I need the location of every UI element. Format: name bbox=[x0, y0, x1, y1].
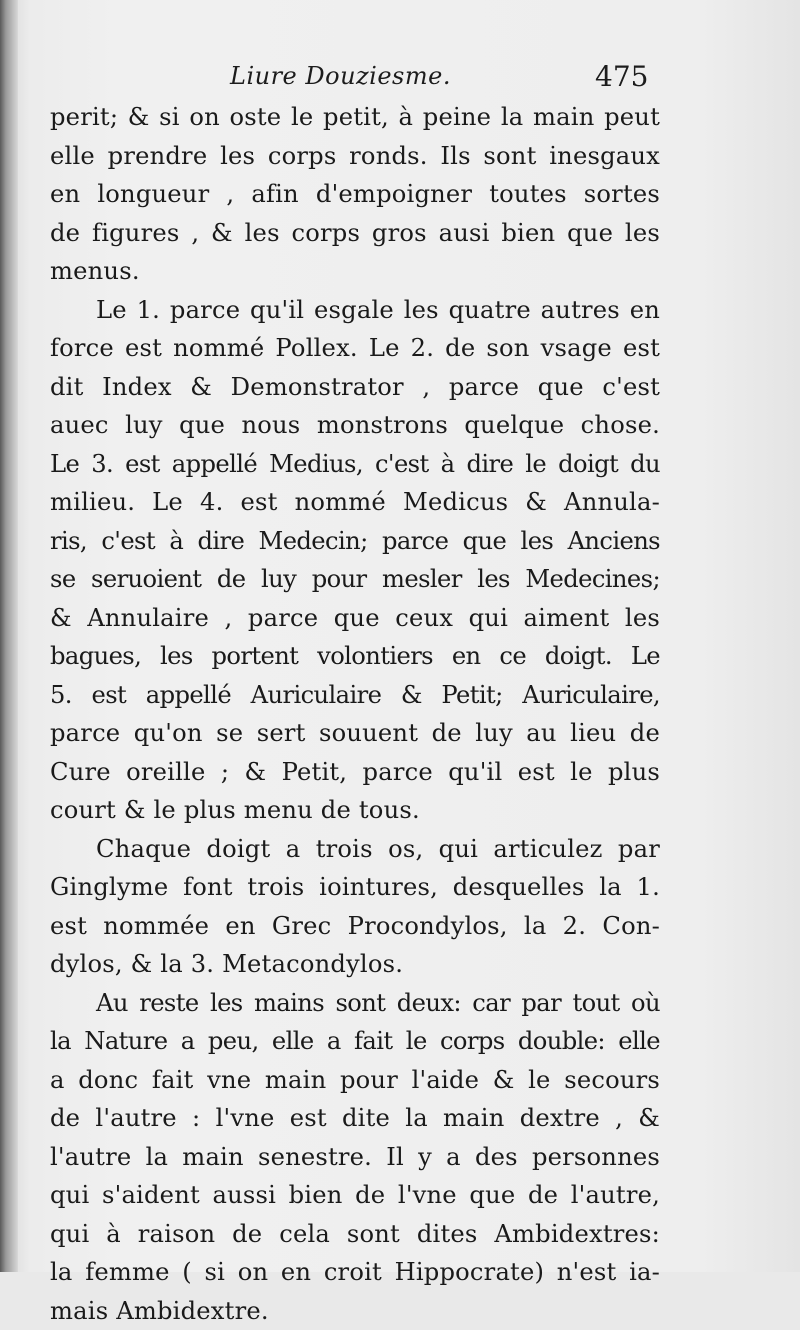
text-line: qui à raison de cela sont dites Ambidextres: bbox=[50, 1215, 660, 1254]
text-line: de figures , & les corps gros ausi bien que les bbox=[50, 214, 660, 253]
page-number: 475 bbox=[595, 60, 648, 93]
text-line: en longueur , afin d'empoigner toutes sortes bbox=[50, 175, 660, 214]
text-line: bagues, les portent volontiers en ce doigt. Le bbox=[50, 637, 660, 676]
gutter-shadow bbox=[0, 0, 18, 1272]
text-line: milieu. Le 4. est nommé Medicus & Annula- bbox=[50, 483, 660, 522]
text-line: perit; & si on oste le petit, à peine la main peut bbox=[50, 98, 660, 137]
text-line: court & le plus menu de tous. bbox=[50, 791, 660, 830]
text-body bbox=[50, 98, 660, 1330]
text-line: de l'autre : l'vne est dite la main dextre , & bbox=[50, 1099, 660, 1138]
text-line: dylos, & la 3. Metacondylos. bbox=[50, 945, 660, 984]
text-line: ris, c'est à dire Medecin; parce que les Anciens bbox=[50, 522, 660, 561]
text-line: 5. est appellé Auriculaire & Petit; Auriculaire, bbox=[50, 676, 660, 715]
text-line: menus. bbox=[50, 252, 660, 291]
text-line: se seruoient de luy pour mesler les Medecines; bbox=[50, 560, 660, 599]
text-line: Le 3. est appellé Medius, c'est à dire le doigt du bbox=[50, 445, 660, 484]
text-line: l'autre la main senestre. Il y a des personnes bbox=[50, 1138, 660, 1177]
text-line: est nommée en Grec Procondylos, la 2. Con- bbox=[50, 907, 660, 946]
running-head bbox=[50, 62, 660, 102]
text-line: Cure oreille ; & Petit, parce qu'il est le plus bbox=[50, 753, 660, 792]
text-line: parce qu'on se sert souuent de luy au lieu de bbox=[50, 714, 660, 753]
paragraph-first-line: Chaque doigt a trois os, qui articulez par bbox=[50, 830, 660, 869]
text-line: auec luy que nous monstrons quelque chose. bbox=[50, 406, 660, 445]
text-line: elle prendre les corps ronds. Ils sont inesgaux bbox=[50, 137, 660, 176]
paragraph-first-line: Au reste les mains sont deux: car par tout où bbox=[50, 984, 660, 1023]
text-line: Ginglyme font trois iointures, desquelles la 1. bbox=[50, 868, 660, 907]
text-line: mais Ambidextre. bbox=[50, 1292, 660, 1330]
text-line: force est nommé Pollex. Le 2. de son vsage est bbox=[50, 329, 660, 368]
text-line: dit Index & Demonstrator , parce que c'est bbox=[50, 368, 660, 407]
paragraph-first-line: Le 1. parce qu'il esgale les quatre autres en bbox=[50, 291, 660, 330]
text-line: & Annulaire , parce que ceux qui aiment les bbox=[50, 599, 660, 638]
text-line: la femme ( si on en croit Hippocrate) n'est ia- bbox=[50, 1253, 660, 1292]
text-line: a donc fait vne main pour l'aide & le secours bbox=[50, 1061, 660, 1100]
text-line: la Nature a peu, elle a fait le corps double: elle bbox=[50, 1022, 660, 1061]
running-title: Liure Douziesme. bbox=[230, 62, 451, 90]
text-line: qui s'aident aussi bien de l'vne que de l'autre, bbox=[50, 1176, 660, 1215]
